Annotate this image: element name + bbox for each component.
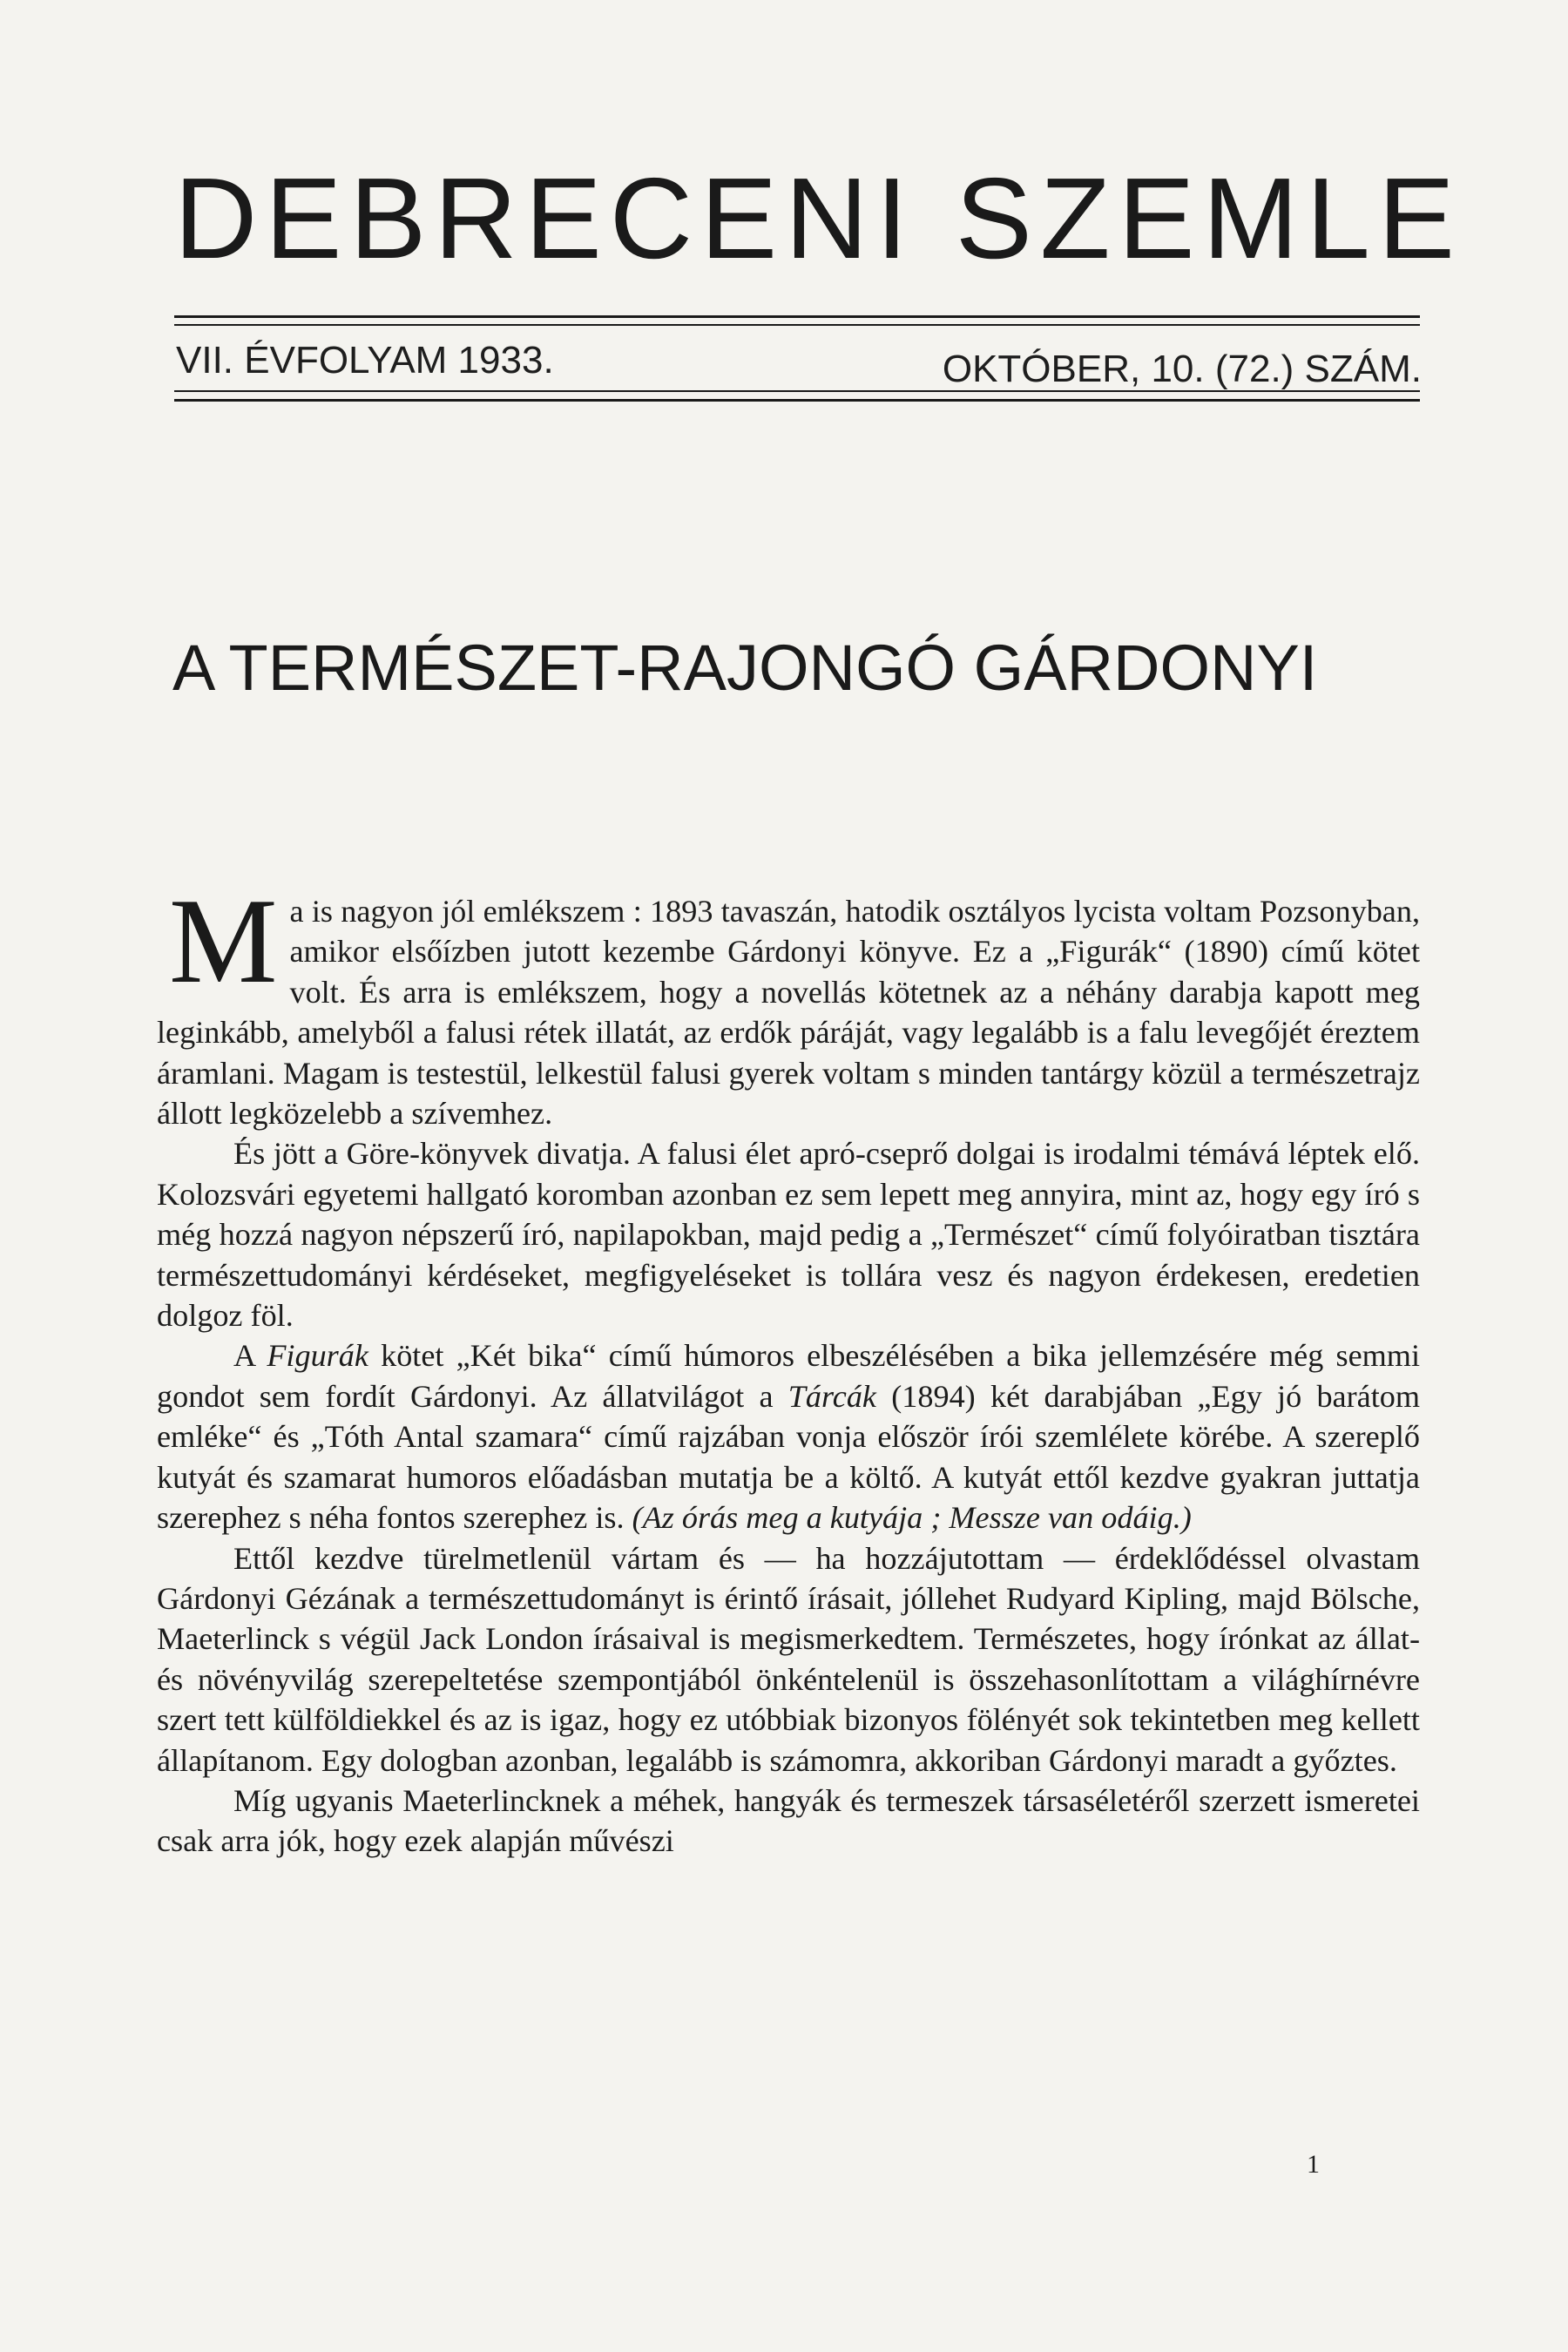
masthead-rule-bottom [174,399,1420,402]
paragraph-3-text-a: A [233,1338,255,1374]
masthead-rule-bottom-inner [174,390,1420,392]
paragraph-3 [157,1335,1420,1538]
article-title: A TERMÉSZET-RAJONGÓ GÁRDONYI [172,632,1318,704]
masthead-rule-top-inner [174,324,1420,326]
paragraph-1-text: a is nagyon jól emlékszem : 1893 tavaszán, hatodik osztályos lycista voltam Pozsonyban, amikor elsőízben jutott kezembe Gárdonyi könyve. Ez a „Figurák“ (1890) című kötet volt. És arra is emlékszem, hogy a novellás kötetnek az a néhány darabja kapott meg leginkább, amelyből a falusi rétek illatát, az erdők páráját, vagy legalább is a falu levegőjét éreztem áramlani. Magam is testestül, lelkestül falusi gyerek voltam s minden tantárgy közül a természetrajz állott legközelebb a szívemhez. [157,894,1420,1132]
work-title-tarcak: Tárcák [787,1378,876,1414]
paragraph-2: És jött a Göre-könyvek divatja. A falusi élet apró-cseprő dolgai is irodalmi témává léptek elő. Kolozsvári egyetemi hallgató koromban azonban ez sem lepett meg annyira, mint az, hogy egy író s még hozzá nagyon népszerű író, napilapokban, majd pedig a „Természet“ című folyóiratban tisztára természettudományi kérdéseket, megfigyeléseket is tollára vesz és nagyon érdekesen, eredetien dolgoz föl. [157,1136,1420,1334]
drop-cap: M [169,874,278,1009]
paragraph-3-text-b: kötet „Két bika“ című húmoros elbeszélésében a bika jellemzésére még semmi gondot sem fordít Gárdonyi. Az állatvilágot a [157,1338,1420,1414]
issue-date-number: OKTÓBER, 10. (72.) SZÁM. [942,348,1422,390]
journal-title: DEBRECENI SZEMLE [174,154,1463,282]
paragraph-5: Míg ugyanis Maeterlincknek a méhek, hangyák és termeszek társaséletéről szerzett ismeretei csak arra jók, hogy ezek alapján művészi [157,1782,1420,1859]
masthead-rule-top [174,315,1420,318]
page-number: 1 [1307,2150,1320,2179]
work-titles-parenthetical: (Az órás meg a kutyája ; Messze van odáig.) [632,1500,1192,1536]
paragraph-4: Ettől kezdve türelmetlenül vártam és — ha hozzájutottam — érdeklődéssel olvastam Gárdonyi Gézának a természettudományt is érintő írásait, jóllehet Rudyard Kipling, majd Bölsche, Maeterlinck s végül Jack London írásaival is megismerkedtem. Természetes, hogy írónkat az állat- és növényvilág szerepeltetése szempontjából önkéntelenül is összehasonlítottam a világhírnévre szert tett külföldiekkel és az is igaz, hogy ez utóbbiak bizonyos fölényét sok tekintetben meg kellett állapítanom. Egy dologban azonban, legalább is számomra, akkoriban Gárdonyi maradt a győztes. [157,1540,1420,1778]
paragraph-3-text-c: (1894) két darabjában „Egy jó barátom emléke“ és „Tóth Antal szamara“ című rajzában vonja először írói szemlélete körébe. A szereplő kutyát és szamarat humoros előadásban mutatja be a költő. A kutyát ettől kezdve gyakran juttatja szerephez s néha fontos szerephez is. [157,1378,1421,1536]
paragraph-1 [157,874,1420,1133]
article-body [157,874,1421,1862]
work-title-figurak: Figurák [267,1338,368,1374]
volume-year: VII. ÉVFOLYAM 1933. [176,339,554,382]
